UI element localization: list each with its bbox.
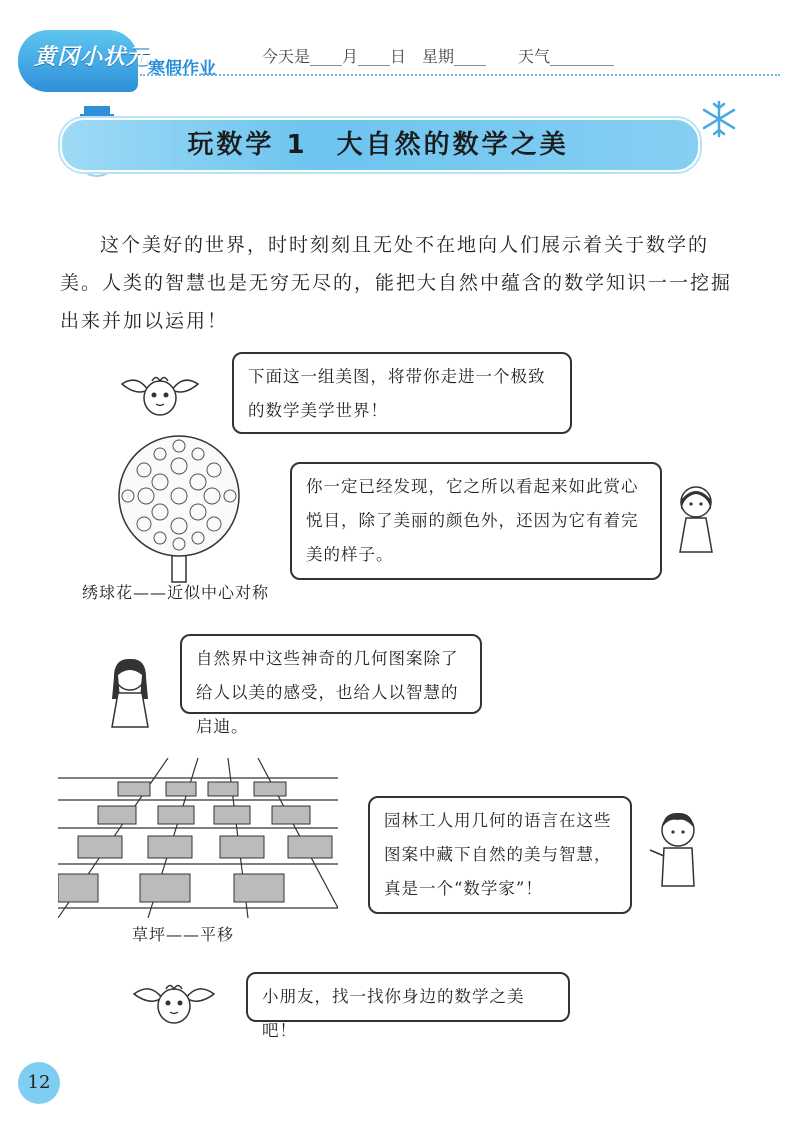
speech-bubble-1: 下面这一组美图，将带你走进一个极致的数学美学世界！	[232, 352, 572, 434]
page-title: 玩数学 1 大自然的数学之美	[187, 130, 569, 160]
intro-paragraph: 这个美好的世界，时时刻刻且无处不在地向人们展示着关于数学的美。人类的智慧也是无穷无尽的，能把大自然中蕴含的数学知识一一挖掘出来并加以运用！	[60, 234, 733, 332]
speech-bubble-5: 小朋友，找一找你身边的数学之美吧！	[246, 972, 570, 1022]
girl-long-hair-icon	[100, 655, 160, 730]
lawn-image	[58, 758, 338, 918]
boy-icon	[646, 808, 708, 896]
mascot-icon	[112, 362, 208, 422]
page-number: 12	[18, 1062, 60, 1104]
mascot-icon-2	[126, 970, 222, 1030]
caption-lawn: 草坪——平移	[132, 925, 235, 944]
header-divider	[140, 74, 780, 76]
brand-subtitle: 寒假作业	[148, 59, 216, 79]
brand-logo-text: 黄冈小状元	[34, 45, 150, 70]
hydrangea-image	[110, 432, 248, 584]
speech-bubble-4: 园林工人用几何的语言在这些图案中藏下自然的美与智慧，真是一个“数学家”！	[368, 796, 632, 914]
speech-bubble-3: 自然界中这些神奇的几何图案除了给人以美的感受，也给人以智慧的启迪。	[180, 634, 482, 714]
speech-bubble-2: 你一定已经发现，它之所以看起来如此赏心悦目，除了美丽的颜色外，还因为它有着完美的样子。	[290, 462, 662, 580]
caption-hydrangea: 绣球花——近似中心对称	[82, 583, 270, 602]
snowflake-icon	[700, 100, 738, 138]
date-line: 今天是____月____日 星期____ 天气________	[262, 47, 615, 66]
girl-icon	[668, 482, 724, 562]
